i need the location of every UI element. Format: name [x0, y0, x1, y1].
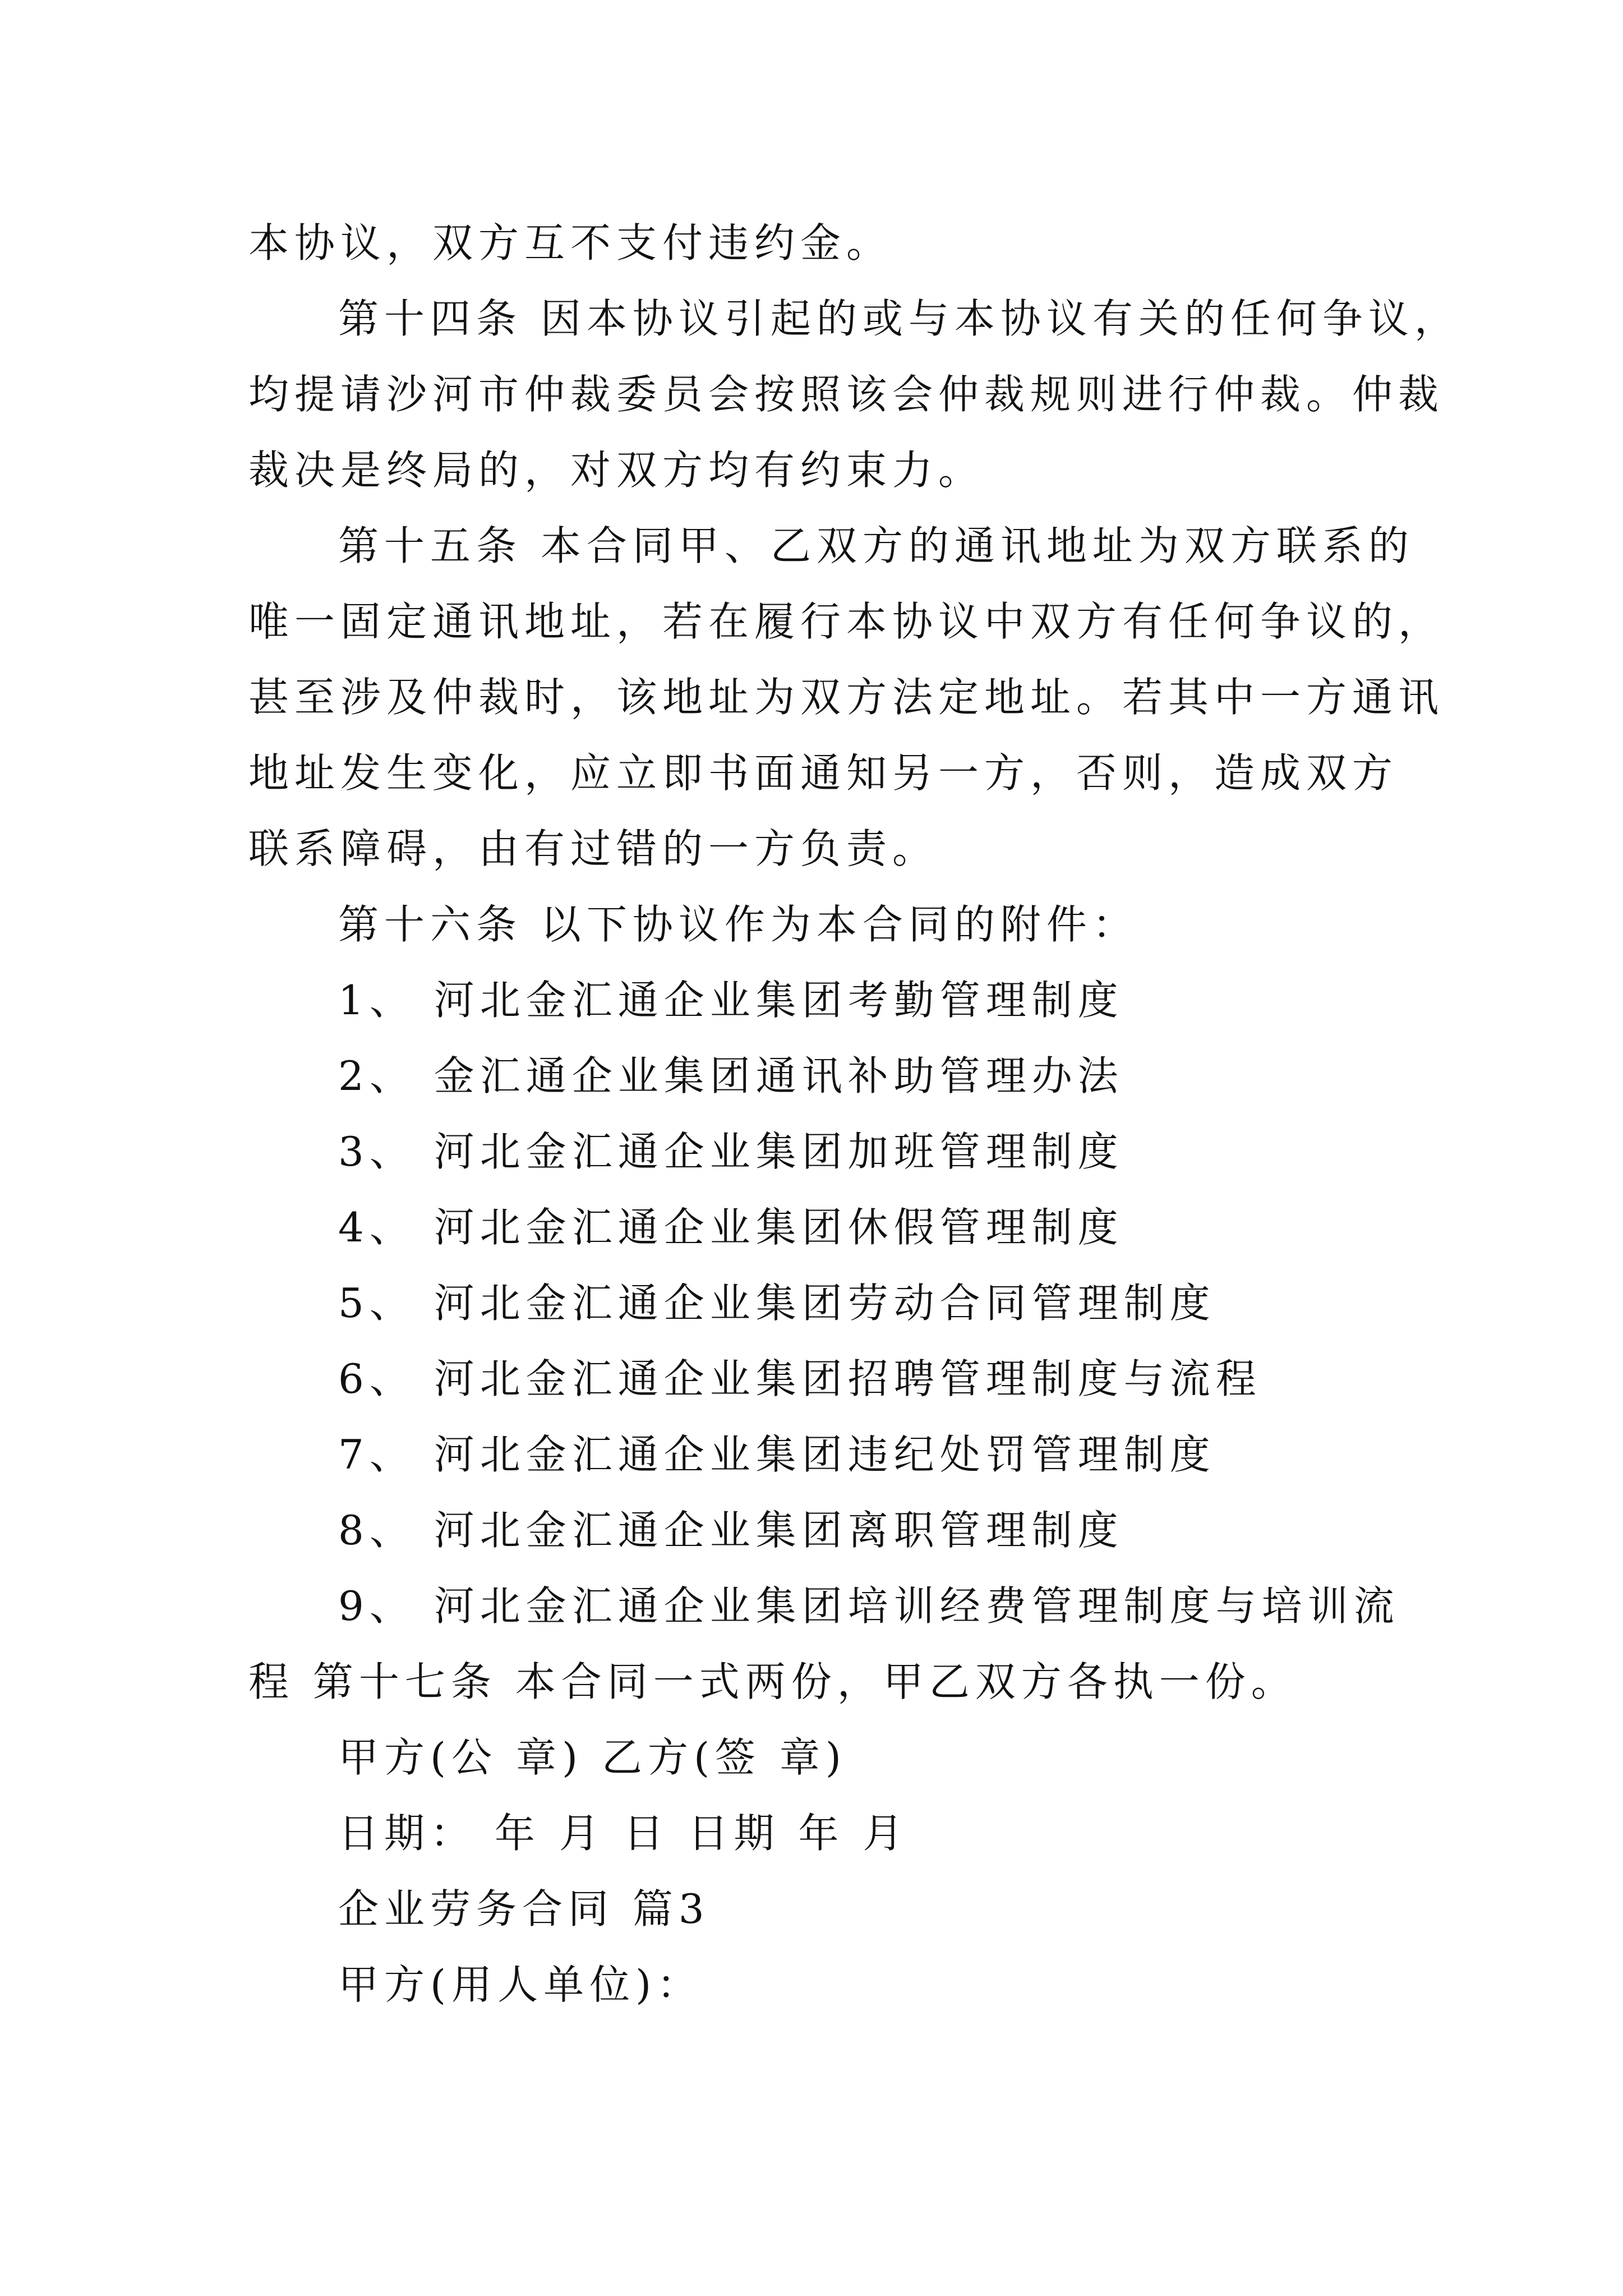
article-15-heading-line: 第十五条 本合同甲、乙双方的通讯地址为双方联系的	[338, 522, 1414, 569]
attachment-list-item: 2、 金汇通企业集团通讯补助管理办法	[338, 1052, 1124, 1099]
attachment-list-item: 3、 河北金汇通企业集团加班管理制度	[338, 1128, 1124, 1175]
text-line: 程 第十七条 本合同一式两份，甲乙双方各执一份。	[248, 1658, 1297, 1705]
section-title: 企业劳务合同 篇3	[338, 1885, 710, 1932]
text-line: 甚至涉及仲裁时，该地址为双方法定地址。若其中一方通讯	[248, 674, 1445, 721]
signature-line: 甲方(公 章) 乙方(签 章)	[338, 1734, 847, 1781]
attachment-list-item: 8、 河北金汇通企业集团离职管理制度	[338, 1507, 1124, 1554]
attachment-list-item: 6、 河北金汇通企业集团招聘管理制度与流程	[338, 1355, 1262, 1402]
text-line: 均提请沙河市仲裁委员会按照该会仲裁规则进行仲裁。仲裁	[248, 371, 1445, 418]
text-line: 地址发生变化，应立即书面通知另一方，否则，造成双方	[248, 749, 1399, 797]
text-line: 裁决是终局的，对双方均有约束力。	[248, 447, 985, 494]
attachment-list-item: 1、 河北金汇通企业集团考勤管理制度	[338, 977, 1124, 1024]
date-line: 日期： 年 月 日 日期 年 月	[338, 1810, 909, 1857]
article-14-heading-line: 第十四条 因本协议引起的或与本协议有关的任何争议，	[338, 295, 1460, 342]
text-line: 唯一固定通讯地址，若在履行本协议中双方有任何争议的，	[248, 598, 1445, 645]
attachment-list-item: 5、 河北金汇通企业集团劳动合同管理制度	[338, 1280, 1216, 1327]
attachment-list-item: 4、 河北金汇通企业集团休假管理制度	[338, 1204, 1124, 1251]
party-a-line: 甲方(用人单位)：	[338, 1961, 703, 2008]
article-16-heading-line: 第十六条 以下协议作为本合同的附件：	[338, 901, 1138, 948]
attachment-list-item: 9、 河北金汇通企业集团培训经费管理制度与培训流	[338, 1582, 1400, 1630]
text-line: 联系障碍，由有过错的一方负责。	[248, 825, 939, 872]
attachment-list-item: 7、 河北金汇通企业集团违纪处罚管理制度	[338, 1431, 1216, 1478]
text-line: 本协议，双方互不支付违约金。	[248, 219, 893, 266]
